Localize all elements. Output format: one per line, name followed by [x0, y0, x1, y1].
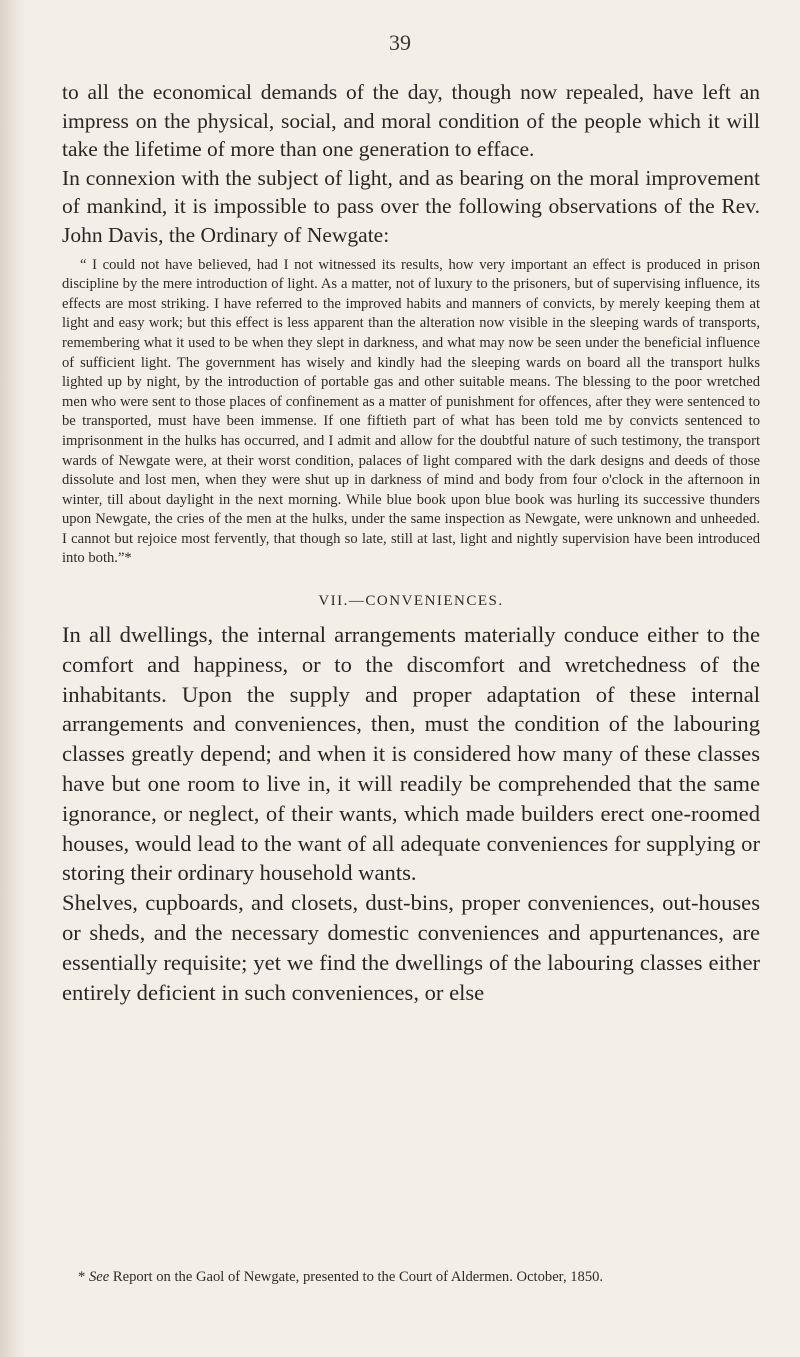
paragraph-continuation: to all the economical demands of the day, though now repealed, have left an impress on the physical, social, and moral condition of the people which it will take the lifetime of more than one generation to efface.	[62, 80, 760, 162]
footnote	[62, 1268, 760, 1286]
page-body	[62, 78, 760, 1007]
page-number: 39	[389, 30, 411, 55]
footnote-see: See	[88, 1269, 110, 1285]
section-heading: VII.—CONVENIENCES.	[318, 593, 504, 610]
page-edge-shadow	[0, 0, 26, 1357]
footnote-mark: *	[78, 1269, 86, 1285]
paragraph-dwellings: In all dwellings, the internal arrangements materially conduce either to the comfort and happiness, or to the discomfort and wretchedness of the inhabitants. Upon the supply and proper adaptation of these internal arrangements and conveniences, then, must the condition of the labouring classes greatly depend; and when it is considered how many of these classes have but one room to live in, it will readily be comprehended that the same ignorance, or neglect, of their wants, which made builders erect one-roomed houses, would lead to the want of all adequate conveniences for supplying or storing their ordinary household wants.	[62, 622, 760, 886]
footnote-text: Report on the Gaol of Newgate, presented to the Court of Aldermen. October, 1850.	[112, 1269, 604, 1285]
paragraph-shelves: Shelves, cupboards, and closets, dust-bins, proper conveniences, out-houses or sheds, and the necessary domestic conveniences and appurtenances, are essentially requisite; yet we find the dwellings of the labouring classes either entirely deficient in such conveniences, or else	[62, 890, 760, 1005]
quotation-davis: “ I could not have believed, had I not witnessed its results, how very important an effect is produced in prison discipline by the mere introduction of light. As a matter, not of luxury to the prisoners, but of supervising influence, its effects are most striking. I have referred to the improved habits and manners of convicts, by merely keeping them at light and easy work; but this effect is less apparent than the alteration now visible in the sleeping wards of transports, remembering what it used to be when they slept in darkness, and what may now be seen under the beneficial influence of sufficient light. The government has wisely and kindly had the sleeping wards on board all the transport hulks lighted up by night, by the introduction of portable gas and other suitable means. The blessing to the poor wretched men who were sent to those places of confinement as a matter of punishment for offences, after they were sentenced to be transported, must have been immense. If one fiftieth part of what has been told me by convicts sentenced to imprisonment in the hulks has occurred, and I admit and allow for the doubtful nature of such testimony, the transport wards of Newgate were, at their worst condition, palaces of light compared with the dark designs and deeds of those dissolute and lost men, when they were shut up in darkness of mind and body from four o'clock in the afternoon in winter, till about daylight in the next morning. While blue book upon blue book was hurling its successive thunders upon Newgate, the cries of the men at the hulks, under the same inspection as Newgate, were unknown and unheeded. I cannot but rejoice most fervently, that though so late, still at last, light and nightly supervision have been introduced into both.”*	[62, 256, 760, 567]
paragraph-light-intro: In connexion with the subject of light, and as bearing on the moral improvement of mankind, it is impossible to pass over the following observations of the Rev. John Davis, the Ordinary of Newgate:	[62, 165, 760, 247]
